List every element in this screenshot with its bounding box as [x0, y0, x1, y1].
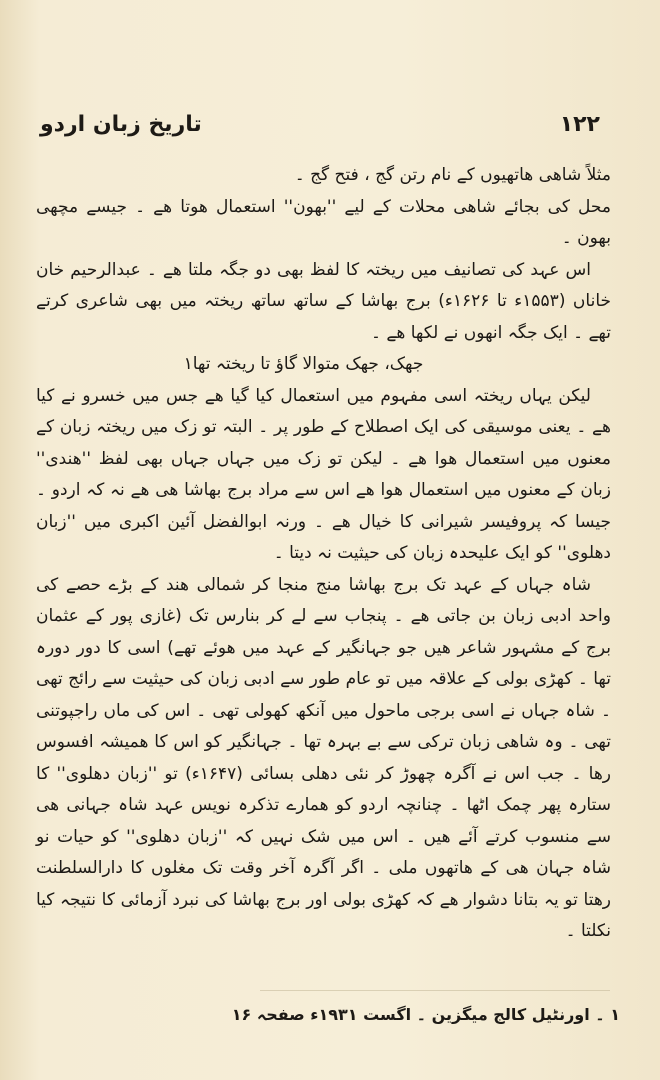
footnote-divider	[260, 990, 610, 991]
paragraph-shah-jahan: شاہ جہاں کے عہد تک برج بھاشا منج منجا کر شمالی ھند کے بڑے حصے کی واحد ادبی زبان بن جاتی ھے ۔ پنجاب سے لے کر بنارس تک (غازی پور کے عثمان برج کے مشہور شاعر ھیں جو جہانگیر کے عہد میں ھوئے تھے) اسی کا دور دورہ تھا ۔ کھڑی بولی کے علاقہ میں تو عام طور سے ادبی زبان کی حیثیت سے رائج تھی ۔ شاہ جہاں نے اسی برجی ماحول میں آنکھ کھولی تھی ۔ اس کی ماں راجپوتنی تھی ۔ وہ شاھی زبان ترکی سے بے بہرہ تھا ۔ جہانگیر کو اس کا ھمیشہ افسوس رھا ۔ جب اس نے آگرہ چھوڑ کر نئی دھلی بسائی (۱۶۴۷ء) تو ''زبان دھلوی'' کا ستارہ پھر چمک اٹھا ۔ چنانچہ اردو کو ھمارے تذکرہ نویس عہد شاہ جہانی ھی سے منسوب کرتے آئے ھیں ۔ اس میں شک نہیں کہ ''زبان دھلوی'' کو حیات نو شاہ جہان ھی کے ھاتھوں ملی ۔ اگر آگرہ آخر وقت تک مغلوں کا دارالسلطنت رھتا تو یہ بتانا دشوار ھے کہ کھڑی بولی اور برج بھاشا کی نبرد آزمائی کا نتیجہ کیا نکلتا ۔	[36, 574, 611, 941]
paragraph-rekhta-usage: اس عہد کی تصانیف میں ریختہ کا لفظ بھی دو جگہ ملتا ھے ۔ عبدالرحیم خان خاناں (۱۵۵۳ء تا ۱۶۲۶ء) برج بھاشا کے ساتھ ساتھ ریختہ میں بھی شاعری کرتے تھے ۔ ایک جگہ انھوں نے لکھا ھے ۔	[36, 259, 612, 343]
footnote: ۱ ۔ اورنٹیل کالج میگزین ۔ اگست ۱۹۳۱ء صفحہ ۱۶	[231, 1005, 620, 1024]
paragraph-elephant-names: مثلاً شاھی ھاتھیوں کے نام رتن گج ، فتح گج ۔	[294, 165, 611, 185]
paragraph-bhawan: محل کی بجائے شاھی محلات کے لیے ''بھون'' استعمال ھوتا ھے ۔ جیسے مچھی بھون ۔	[36, 196, 611, 248]
verse-quotation: جھک، جھک متوالا گاؤ تا ریختہ تھا۱	[183, 354, 424, 374]
body-text	[36, 160, 611, 948]
page-header	[40, 112, 600, 146]
paragraph-hindi-meaning: لیکن یہاں ریختہ اسی مفہوم میں استعمال کیا گیا ھے جس میں خسرو نے کیا ھے ۔ یعنی موسیقی کی ایک اصطلاح کے طور پر ۔ البتہ تو زک میں ریختہ زبان کے معنوں میں استعمال ھوا ھے ۔ لیکن تو زک میں جہاں جہاں بھی لفظ ''ھندی'' زبان کے معنوں میں استعمال ھوا ھے اس سے مراد برج بھاشا ھی ھے نہ کہ اردو ۔ جیسا کہ پروفیسر شیرانی کا خیال ھے ۔ ورنہ ابوالفضل آئین اکبری میں ''زبان دھلوی'' کو ایک علیحدہ زبان کی حیثیت نہ دیتا ۔	[36, 385, 611, 563]
page-number: ۱۲۲	[559, 112, 600, 137]
running-title: تاریخ زبان اردو	[40, 112, 202, 137]
